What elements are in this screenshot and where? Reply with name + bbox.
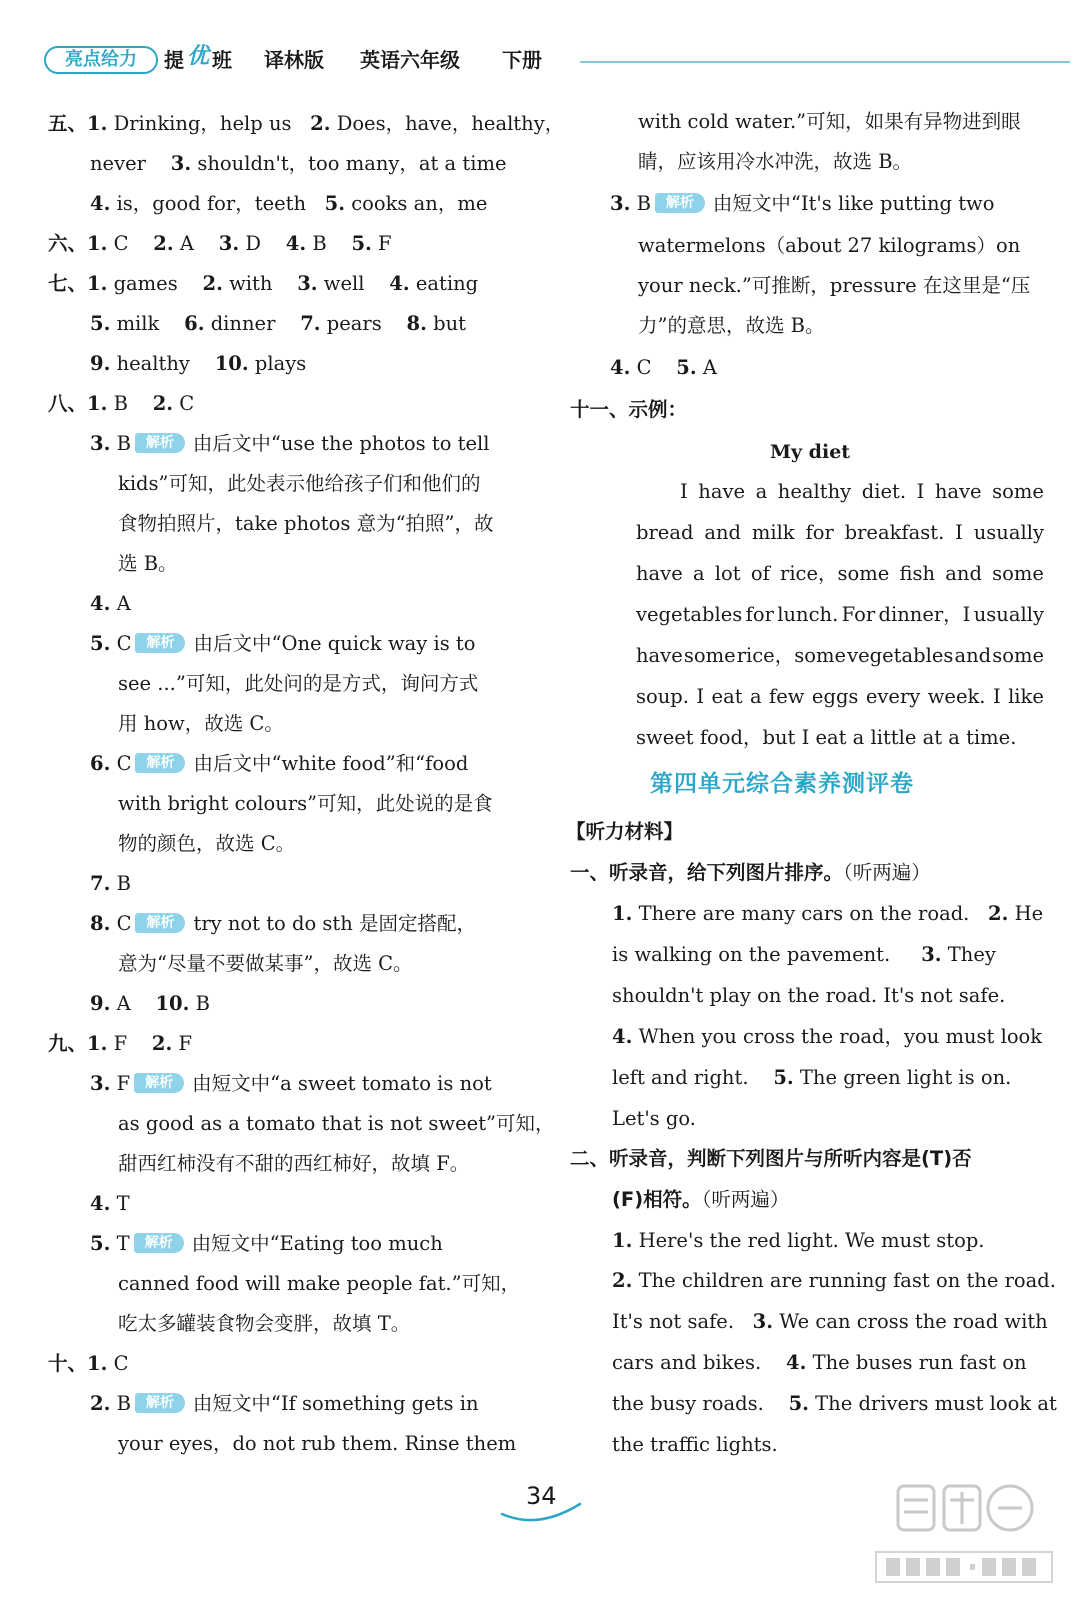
edition-label: 译林版: [264, 48, 324, 72]
word: breakfast.: [844, 521, 945, 544]
s9-line-1: [48, 1030, 192, 1058]
answer-text: well: [323, 272, 365, 295]
s9-q3-line-1: [90, 1070, 492, 1098]
script-text: Here's the red light. We must stop.: [638, 1229, 985, 1252]
explanation-line: 力”的意思，故选 B。: [638, 314, 825, 337]
part2-heading: 二、听录音，判断下列图片与所听内容是(T)否: [570, 1147, 972, 1170]
word: vegetables: [636, 603, 743, 626]
item-number: 3.: [297, 272, 318, 295]
subject-label: 英语六年级: [360, 48, 460, 72]
item-number: 1.: [87, 272, 108, 295]
item-number: 2.: [202, 272, 223, 295]
word: have: [934, 480, 982, 503]
s8-q6-line-1: [90, 750, 468, 778]
word: rice，some: [736, 644, 846, 667]
answer-text: D: [245, 232, 261, 255]
explanation-text: 由后文中“One quick way is to: [193, 632, 476, 655]
p2-line-4: [612, 1349, 1027, 1377]
s7-line-1: [48, 270, 478, 298]
word: fish: [899, 562, 936, 585]
p2-line-3: [612, 1308, 1048, 1336]
item-number: 1.: [87, 392, 108, 415]
answer-text: shouldn't，too many，at a time: [197, 152, 507, 175]
answer-text: C: [113, 1352, 129, 1375]
essay-line: [680, 478, 1044, 506]
answer-text: A: [702, 356, 717, 379]
word: soup.: [636, 685, 689, 708]
word: dinner，I: [878, 603, 971, 626]
p1-line-1: [612, 900, 1043, 928]
section-label: 九、: [48, 1032, 88, 1055]
script-text: the busy roads.: [612, 1392, 764, 1415]
script-text: It's not safe.: [612, 1310, 735, 1333]
page-header: [40, 44, 1070, 80]
answer-text: B: [116, 432, 131, 455]
answer-text: eating: [415, 272, 479, 295]
s5-line-3: [90, 190, 487, 218]
word: For: [841, 603, 876, 626]
answer-text: A: [179, 232, 194, 255]
script-text: is walking on the pavement.: [612, 943, 891, 966]
item-number: 2.: [988, 902, 1009, 925]
essay-line: [636, 519, 1044, 547]
explanation-line: canned food will make people fat.”可知，: [118, 1272, 521, 1295]
explanation-text: 由后文中“use the photos to tell: [192, 432, 490, 455]
word: I: [680, 480, 688, 503]
explanation-text: 由短文中“Eating too much: [191, 1232, 443, 1255]
item-number: 3.: [610, 192, 631, 215]
explanation-line: 物的颜色，故选 C。: [118, 832, 296, 855]
word: eat: [711, 685, 743, 708]
word: a: [692, 562, 705, 585]
word: and: [954, 644, 992, 667]
s6-line: [48, 230, 392, 258]
section-label: 六、: [48, 232, 88, 255]
p1-line-3: shouldn't play on the road. It's not safe.: [612, 984, 1006, 1007]
item-number: 5.: [676, 356, 697, 379]
item-number: 4.: [285, 232, 307, 255]
essay-line: [636, 560, 1044, 588]
explanation-line: kids”可知，此处表示他给孩子们和他们的: [118, 472, 481, 495]
word: eggs: [811, 685, 859, 708]
script-text: The buses run fast on: [812, 1351, 1027, 1374]
p2-line-5: [612, 1390, 1057, 1418]
item-number: 3.: [218, 232, 240, 255]
word: and: [945, 562, 982, 585]
s8-q4: [90, 590, 131, 618]
explanation-line: as good as a tomato that is not sweet”可知，: [118, 1112, 555, 1135]
answer-text: T: [116, 1232, 130, 1255]
item-number: 2.: [153, 232, 174, 255]
answer-text: B: [113, 392, 128, 415]
answer-text: T: [116, 1192, 130, 1215]
script-text: There are many cars on the road.: [638, 902, 970, 925]
item-number: 5.: [773, 1066, 794, 1089]
analysis-tag: 解析: [134, 1073, 184, 1093]
analysis-tag: 解析: [135, 633, 185, 653]
script-text: The children are running fast on the road.: [638, 1269, 1056, 1292]
item-number: 1.: [87, 1032, 108, 1055]
word: milk: [751, 521, 795, 544]
explanation-line: with cold water.”可知，如果有异物进到眼: [638, 110, 1021, 133]
section-label: 七、: [48, 272, 88, 295]
essay-line: sweet food，but I eat a little at a time.: [636, 726, 1017, 749]
page-number-swoosh: [498, 1496, 584, 1530]
item-number: 1.: [87, 1352, 108, 1375]
answer-text: C: [116, 632, 132, 655]
script-text: The drivers must look at: [815, 1392, 1057, 1415]
item-number: 1.: [612, 1229, 633, 1252]
part2-heading-2: [612, 1186, 789, 1214]
word: usually: [973, 603, 1044, 626]
word: diet.: [861, 480, 907, 503]
item-number: 3.: [752, 1310, 773, 1333]
analysis-tag: 解析: [135, 433, 185, 453]
word: I: [696, 685, 705, 708]
item-number: 7.: [90, 872, 111, 895]
series-char-3: 班: [212, 48, 232, 72]
item-number: 2.: [90, 1392, 111, 1415]
s8-q8-line-1: [90, 910, 476, 938]
s5-line-2: [90, 150, 506, 178]
word: a: [749, 685, 762, 708]
word: have: [636, 562, 683, 585]
word: some: [992, 480, 1044, 503]
item-number: 3.: [921, 943, 942, 966]
answer-text: games: [113, 272, 178, 295]
series-char-2: 优: [187, 44, 210, 69]
s8-line-9: [90, 990, 210, 1018]
answer-text: F: [378, 232, 392, 255]
listening-material-label: 【听力材料】: [566, 820, 684, 843]
answer-text: never: [90, 152, 146, 175]
word: of: [750, 562, 770, 585]
word: some: [992, 644, 1044, 667]
part-heading: (F)相符。: [612, 1188, 702, 1211]
s8-q5-line-1: [90, 630, 476, 658]
word: a: [755, 480, 768, 503]
item-number: 10.: [155, 992, 190, 1015]
r-line-45: [610, 354, 717, 382]
item-number: 1.: [87, 112, 108, 135]
answer-text: F: [113, 1032, 128, 1055]
item-number: 6.: [90, 752, 111, 775]
answer-text: B: [116, 1392, 131, 1415]
item-number: 2.: [612, 1269, 633, 1292]
item-number: 9.: [90, 352, 111, 375]
answer-text: healthy: [116, 352, 190, 375]
item-number: 8.: [406, 312, 427, 335]
answer-text: with: [229, 272, 273, 295]
p1-line-6: Let's go.: [612, 1107, 696, 1130]
section-label: 十、: [48, 1352, 88, 1375]
item-number: 4.: [90, 592, 111, 615]
item-number: 4.: [90, 1192, 111, 1215]
answer-text: pears: [326, 312, 382, 335]
word: some: [683, 644, 736, 667]
s8-line-1: [48, 390, 194, 418]
answer-text: C: [179, 392, 195, 415]
explanation-text: 由短文中“a sweet tomato is not: [192, 1072, 492, 1095]
s8-q7: [90, 870, 131, 898]
word: lunch.: [777, 603, 839, 626]
watermark-logo: [870, 1478, 1060, 1598]
item-number: 4.: [90, 192, 111, 215]
explanation-line: 甜西红柿没有不甜的西红柿好，故填 F。: [118, 1152, 470, 1175]
explanation-line: with bright colours”可知，此处说的是食: [118, 792, 493, 815]
item-number: 1.: [87, 232, 108, 255]
answer-text: dinner: [210, 312, 276, 335]
word: every: [865, 685, 921, 708]
word: bread: [636, 521, 694, 544]
s8-q3-line-1: [90, 430, 490, 458]
analysis-tag: 解析: [655, 193, 705, 213]
word: like: [1008, 685, 1044, 708]
item-number: 5.: [351, 232, 372, 255]
item-number: 6.: [184, 312, 205, 335]
s5-line-1: [48, 110, 564, 138]
item-number: 3.: [90, 1072, 111, 1095]
item-number: 8.: [90, 912, 111, 935]
item-number: 5.: [90, 632, 111, 655]
answer-text: B: [195, 992, 210, 1015]
item-number: 5.: [324, 192, 346, 215]
s10-q2-line-1: [90, 1390, 479, 1418]
section-label: 五、: [48, 112, 88, 135]
item-number: 5.: [788, 1392, 809, 1415]
answer-text: B: [116, 872, 131, 895]
answer-text: B: [312, 232, 327, 255]
s9-q5-line-1: [90, 1230, 443, 1258]
item-number: 7.: [300, 312, 321, 335]
analysis-tag: 解析: [134, 1233, 184, 1253]
analysis-tag: 解析: [135, 913, 185, 933]
word: usually: [973, 521, 1044, 544]
word: I: [955, 521, 963, 544]
r-q3-line-1: [610, 190, 994, 218]
item-number: 2.: [152, 392, 174, 415]
item-number: 4.: [389, 272, 410, 295]
explanation-text: 由后文中“white food”和“food: [193, 752, 469, 775]
script-text: He: [1014, 902, 1044, 925]
explanation-line: see ...”可知，此处问的是方式，询问方式: [118, 672, 479, 695]
word: for: [805, 521, 834, 544]
item-number: 2.: [310, 112, 331, 135]
answer-text: plays: [254, 352, 307, 375]
explanation-line: 选 B。: [118, 552, 178, 575]
answer-text: but: [433, 312, 466, 335]
answer-text: A: [116, 592, 131, 615]
word: some: [992, 562, 1044, 585]
item-number: 3.: [90, 432, 111, 455]
item-number: 10.: [214, 352, 249, 375]
part-note: （听两遍）: [843, 861, 931, 884]
answer-text: C: [116, 752, 132, 775]
essay-title: My diet: [770, 441, 851, 463]
brand-badge: 亮点给力: [44, 46, 158, 74]
answer-text: is，good for，teeth: [116, 192, 307, 215]
word: I: [992, 685, 1001, 708]
word: and: [704, 521, 741, 544]
word: rice，some: [780, 562, 890, 585]
series-char-1: 提: [164, 48, 184, 72]
explanation-line: 吃太多罐装食物会变胖，故填 T。: [118, 1312, 411, 1335]
p2-line-2: [612, 1267, 1056, 1295]
script-text: When you cross the road，you must look: [638, 1025, 1043, 1048]
item-number: 9.: [90, 992, 111, 1015]
answer-text: cooks an，me: [351, 192, 488, 215]
answer-text: B: [636, 192, 651, 215]
explanation-line: watermelons（about 27 kilograms）on: [638, 234, 1021, 257]
answer-text: C: [636, 356, 652, 379]
essay-line: [636, 642, 1044, 670]
s9-q4: [90, 1190, 130, 1218]
item-number: 5.: [90, 1232, 111, 1255]
answer-text: A: [116, 992, 131, 1015]
answer-text: F: [178, 1032, 192, 1055]
essay-line: [636, 683, 1044, 711]
item-number: 5.: [90, 312, 111, 335]
p1-line-4: [612, 1023, 1042, 1051]
word: for: [745, 603, 774, 626]
answer-text: C: [113, 232, 129, 255]
word: lot: [714, 562, 741, 585]
script-text: cars and bikes.: [612, 1351, 762, 1374]
item-number: 4.: [612, 1025, 633, 1048]
explanation-line: 睛，应该用冷水冲洗，故选 B。: [638, 150, 913, 173]
page-number: 34: [526, 1482, 557, 1510]
word: I: [916, 480, 925, 503]
analysis-tag: 解析: [135, 1393, 185, 1413]
explanation-text: try not to do sth 是固定搭配，: [193, 912, 476, 935]
section-label: 八、: [48, 392, 88, 415]
s10-line-1: [48, 1350, 129, 1378]
explanation-text: 由短文中“If something gets in: [192, 1392, 479, 1415]
answer-text: C: [116, 912, 132, 935]
part1-heading: [570, 859, 931, 887]
explanation-text: 由短文中“It's like putting two: [712, 192, 995, 215]
section-label: 十一、示例：: [570, 398, 688, 421]
part-note: （听两遍）: [701, 1188, 790, 1211]
explanation-line: 意为“尽量不要做某事”，故选 C。: [118, 952, 413, 975]
explanation-line: your neck.”可推断，pressure 在这里是“压: [638, 274, 1031, 297]
word: vegetables: [847, 644, 954, 667]
item-number: 3.: [170, 152, 192, 175]
answer-text: milk: [116, 312, 160, 335]
header-rule: [580, 61, 1070, 63]
item-number: 1.: [612, 902, 633, 925]
script-text: We can cross the road with: [779, 1310, 1048, 1333]
answer-text: Drinking，help us: [113, 112, 292, 135]
s7-line-3: [90, 350, 306, 378]
script-text: left and right.: [612, 1066, 749, 1089]
unit-title: 第四单元综合素养测评卷: [650, 771, 914, 797]
explanation-line: 用 how，故选 C。: [118, 712, 284, 735]
word: healthy: [777, 480, 852, 503]
item-number: 4.: [610, 356, 631, 379]
answer-text: Does，have，healthy，: [336, 112, 565, 135]
word: few: [769, 685, 805, 708]
p1-line-2: [612, 941, 996, 969]
word: week.: [927, 685, 986, 708]
p1-line-5: [612, 1064, 1011, 1092]
word: have: [636, 644, 683, 667]
analysis-tag: 解析: [135, 753, 185, 773]
explanation-line: 食物拍照片，take photos 意为“拍照”，故: [118, 512, 494, 535]
p2-line-1: [612, 1227, 985, 1255]
item-number: 2.: [151, 1032, 173, 1055]
word: have: [698, 480, 746, 503]
volume-label: 下册: [502, 48, 542, 72]
part-heading: 一、听录音，给下列图片排序。: [570, 861, 844, 884]
essay-line: [636, 601, 1044, 629]
s7-line-2: [90, 310, 466, 338]
explanation-line: your eyes，do not rub them. Rinse them: [118, 1432, 517, 1455]
p2-line-6: the traffic lights.: [612, 1433, 778, 1456]
item-number: 4.: [786, 1351, 807, 1374]
script-text: They: [947, 943, 996, 966]
answer-text: F: [116, 1072, 131, 1095]
script-text: The green light is on.: [799, 1066, 1012, 1089]
